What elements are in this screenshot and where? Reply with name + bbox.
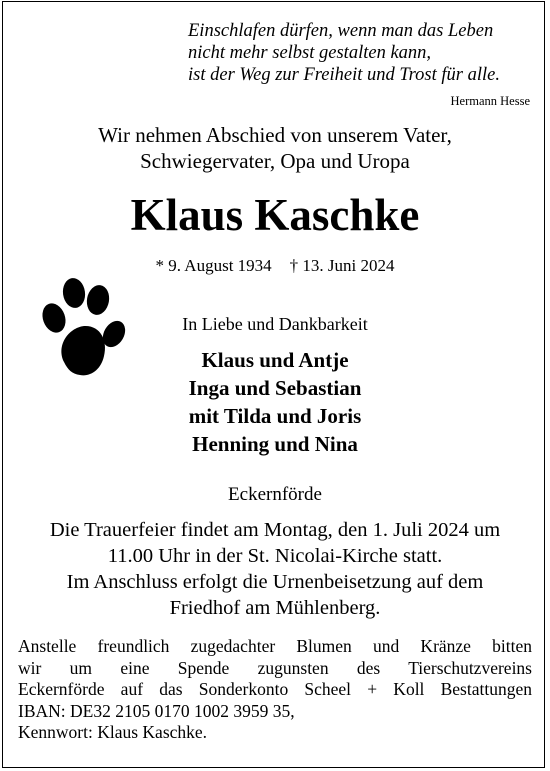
mourner-line: Inga und Sebastian — [188, 376, 362, 400]
mourner-line: Henning und Nina — [192, 432, 358, 456]
intro-line: Wir nehmen Abschied von unserem Vater, — [98, 123, 452, 147]
donation-notice — [18, 636, 532, 744]
birth-date: * 9. August 1934 — [155, 256, 272, 275]
life-dates — [0, 256, 550, 276]
quote-line: nicht mehr selbst gestalten kann, — [188, 43, 432, 63]
dedication-line: In Liebe und Dankbarkeit — [182, 314, 368, 334]
service-line: Im Anschluss erfolgt die Urnenbeisetzung auf dem — [66, 571, 484, 593]
quote-author: Hermann Hesse — [450, 94, 530, 108]
mourner-line: mit Tilda und Joris — [188, 404, 362, 428]
notice-line: wir um eine Spende zugunsten des Tierschutzvereins — [18, 657, 532, 678]
quote-line: ist der Weg zur Freiheit und Trost für alle. — [188, 65, 500, 85]
intro-line: Schwiegervater, Opa und Uropa — [140, 149, 410, 173]
farewell-intro — [0, 122, 550, 174]
service-line: Die Trauerfeier findet am Montag, den 1. Juli 2024 um — [49, 519, 501, 541]
hesse-quote — [188, 20, 528, 86]
iban-line: IBAN: DE32 2105 0170 1002 3959 35, — [18, 700, 295, 721]
place-name: Eckernförde — [228, 484, 322, 505]
deceased-name: Klaus Kaschke — [130, 190, 420, 240]
mourner-line: Klaus und Antje — [201, 348, 349, 372]
mourner-list — [0, 346, 550, 458]
notice-line: Eckernförde auf das Sonderkonto Scheel + Koll Bestattungen — [18, 679, 532, 699]
funeral-service-text — [0, 517, 550, 621]
notice-line: Anstelle freundlich zugedachter Blumen und Kränze bitten — [18, 636, 532, 656]
death-date: † 13. Juni 2024 — [289, 256, 395, 275]
keyword-line: Kennwort: Klaus Kaschke. — [18, 722, 208, 742]
service-line: 11.00 Uhr in der St. Nicolai-Kirche statt. — [107, 545, 443, 567]
service-line: Friedhof am Mühlenberg. — [169, 597, 381, 619]
quote-line: Einschlafen dürfen, wenn man das Leben — [188, 21, 494, 41]
